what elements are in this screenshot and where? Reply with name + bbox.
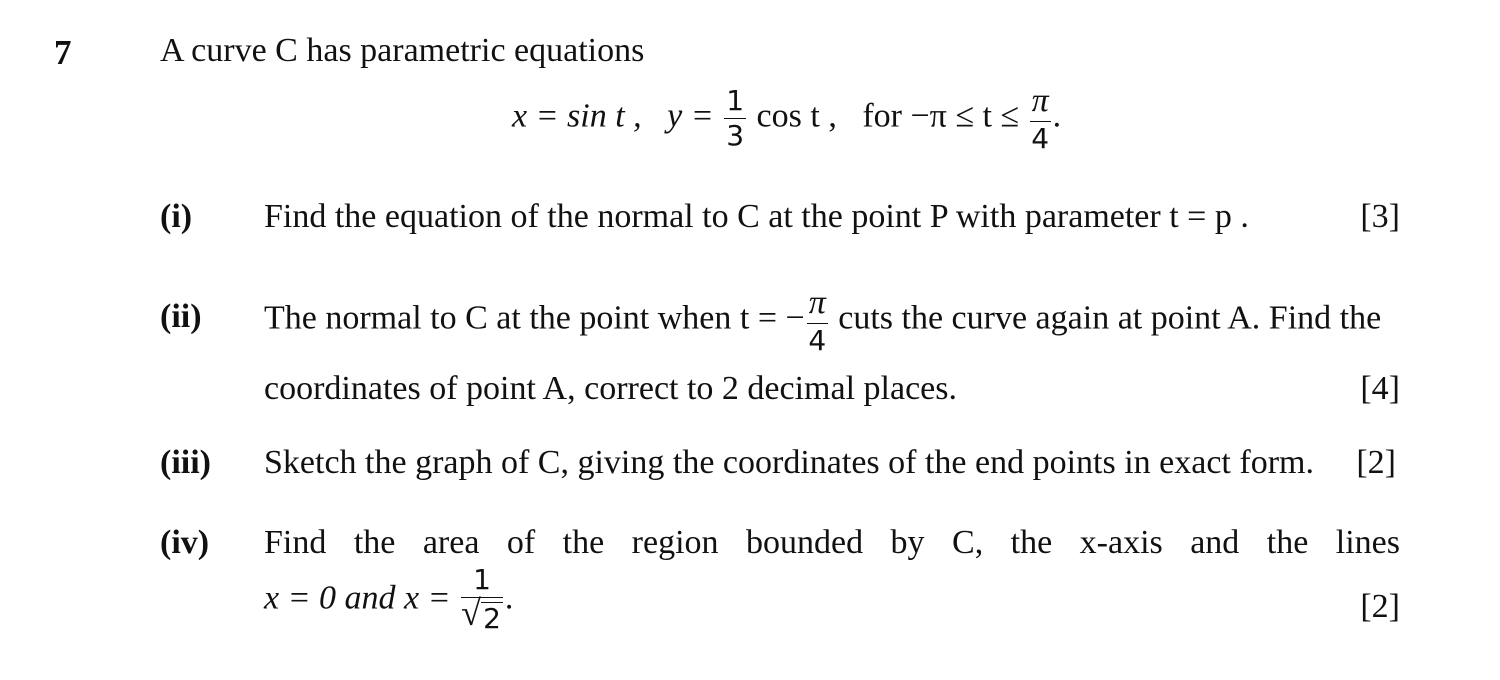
fraction-denominator [461,593,503,635]
fraction-numerator: 1 [461,566,503,598]
equation-y-rhs: cos t , [756,97,837,135]
fraction-pi-over-four [1030,84,1051,153]
question-intro: A curve C has parametric equations [160,32,645,69]
part-text-iv-line2 [264,563,514,635]
fraction-one-over-root-two [461,563,503,635]
equation-end: . [1052,97,1062,135]
part-text-iv-before: x = 0 and x = [264,579,451,617]
part-label-i: (i) [160,198,193,235]
square-root-icon: √ 2 [461,593,501,635]
parameter-range: for −π ≤ t ≤ [862,97,1020,135]
part-label-iv: (iv) [160,524,210,561]
equation-y-lhs: y = [667,97,714,135]
marks-i: [3] [1360,198,1400,235]
fraction-denominator: 4 [808,324,827,357]
radicand: 2 [483,602,501,635]
marks-iv: [2] [1360,588,1400,625]
part-text-iii: Sketch the graph of C, giving the coordinates of the end points in exact form. [264,444,1314,481]
part-text-i: Find the equation of the normal to C at the point P with parameter t = p . [264,198,1249,235]
marks-iii: [2] [1356,444,1396,481]
question-number: 7 [54,33,72,72]
fraction-numerator: 1 [726,84,745,117]
part-label-ii: (ii) [160,298,202,335]
part-text-ii-line2: coordinates of point A, correct to 2 decimal places. [264,370,957,407]
part-text-iv-end: . [504,579,514,617]
fraction-denominator: 3 [726,119,745,152]
fraction-denominator: 4 [1031,122,1050,155]
part-text-iv-line1: Find the area of the region bounded by C, the x-axis and the lines [264,524,1400,561]
fraction-numerator: π [1030,84,1051,122]
part-text-ii-before: The normal to C at the point when t = − [264,299,805,337]
part-label-iii: (iii) [160,444,211,481]
fraction-numerator: π [807,286,828,324]
fraction-pi-over-four [807,286,828,355]
part-text-ii-after: cuts the curve again at point A. Find the [838,299,1382,337]
part-text-ii-line1 [264,286,1381,355]
equation-x: x = sin t , [512,97,642,135]
parametric-equations [512,84,1061,153]
fraction-one-third [724,84,746,152]
marks-ii: [4] [1360,370,1400,407]
